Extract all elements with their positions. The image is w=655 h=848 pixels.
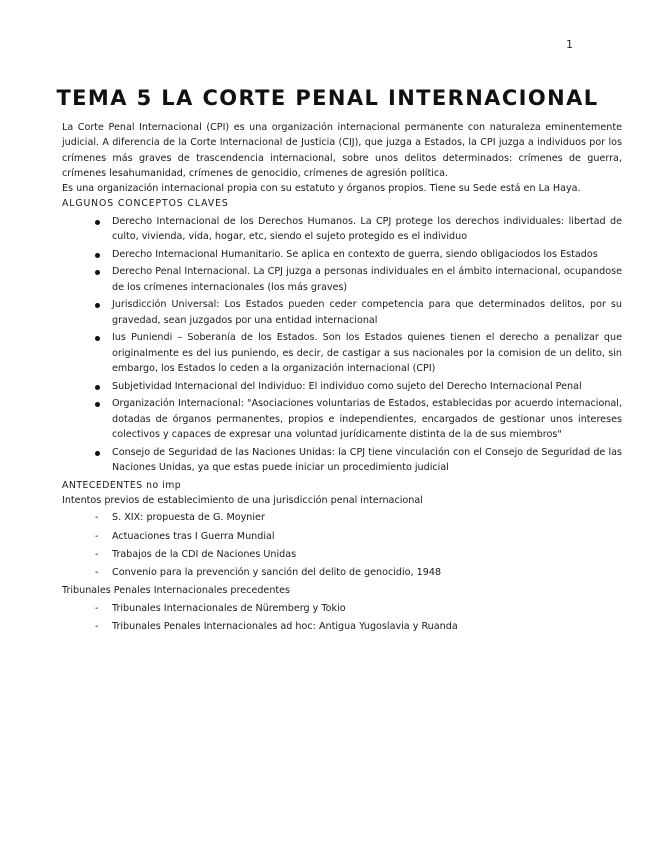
concept-text: Subjetividad Internacional del Individuo: El individuo como sujeto del Derecho Internacional Penal xyxy=(112,380,582,392)
bullet-icon xyxy=(95,220,100,225)
list-item-text: Tribunales Internacionales de Nüremberg y Tokio xyxy=(112,602,346,614)
tribunals-list xyxy=(62,601,622,635)
dash-icon: - xyxy=(95,530,99,542)
bullet-icon xyxy=(95,385,100,390)
list-item-text: Trabajos de la CDI de Naciones Unidas xyxy=(112,548,297,560)
concept-item xyxy=(62,445,622,476)
concept-text: Organización Internacional: "Asociaciones voluntarias de Estados, establecidas por acuerdo internacional, dotadas de órganos permanentes, propios e independientes, encargados de gestionar unos intereses colectivos y capaces de expresar una voluntad jurídicamente distinta de la de sus miembros" xyxy=(112,398,622,440)
concept-text: Derecho Penal Internacional. La CPJ juzga a personas individuales en el ámbito internacional, ocupandose de los crímenes internacionales (los más graves) xyxy=(112,266,622,293)
list-item-text: Convenio para la prevención y sanción del delito de genocidio, 1948 xyxy=(112,567,442,579)
dash-icon: - xyxy=(95,512,99,524)
bullet-icon xyxy=(95,303,100,308)
tribunals-heading: Tribunales Penales Internacionales precedentes xyxy=(62,585,291,597)
concept-text: Consejo de Seguridad de las Naciones Unidas: la CPJ tiene vinculación con el Consejo de Seguridad de las Naciones Unidas, ya que estas puede iniciar un procedimiento judicial xyxy=(112,446,622,473)
list-item-text: S. XIX: propuesta de G. Moynier xyxy=(112,512,265,524)
list-item-text: Tribunales Penales Internacionales ad hoc: Antigua Yugoslavia y Ruanda xyxy=(112,621,458,633)
concepts-list xyxy=(62,214,622,475)
dash-icon: - xyxy=(95,621,99,633)
concepts-heading: ALGUNOS CONCEPTOS CLAVES xyxy=(62,198,229,210)
concept-item xyxy=(62,330,622,376)
list-item xyxy=(62,547,622,562)
list-item-text: Actuaciones tras I Guerra Mundial xyxy=(112,530,275,542)
list-item xyxy=(62,510,622,525)
bullet-icon xyxy=(95,336,100,341)
bullet-icon xyxy=(95,270,100,275)
concept-text: Derecho Internacional de los Derechos Humanos. La CPJ protege los derechos individuales: libertad de culto, vivienda, vida, hogar, etc, siendo el sujeto protegido es el individuo xyxy=(112,215,622,243)
page-title: TEMA 5 LA CORTE PENAL INTERNACIONAL xyxy=(56,86,599,110)
list-item xyxy=(62,601,622,616)
dash-icon: - xyxy=(95,602,99,614)
dash-icon: - xyxy=(95,567,99,579)
page-number: 1 xyxy=(566,38,573,51)
dash-icon: - xyxy=(95,548,99,560)
intro-paragraph: La Corte Penal Internacional (CPI) es una organización internacional permanente con naturaleza eminentemente judicial. A diferencia de la Corte Internacional de Justicia (CIJ), que juzga a Estados, la CPI juzga a individuos por los crímenes más graves de trascendencia internacional, sobre unos delitos determinados: crímenes de guerra, crímenes lesahumanidad, crímenes de genocidio, crímenes de agresión política. xyxy=(62,122,622,179)
list-item xyxy=(62,529,622,544)
concept-text: Jurisdicción Universal: Los Estados pueden ceder competencia para que determinados delitos, por su gravedad, sean juzgados por una entidad internacional xyxy=(112,299,622,326)
bullet-icon xyxy=(95,253,100,258)
concept-item xyxy=(62,379,622,394)
intro-paragraph: Es una organización internacional propia con su estatuto y órganos propios. Tiene su Sede está en La Haya. xyxy=(62,183,581,195)
concept-item xyxy=(62,297,622,328)
list-item xyxy=(62,565,622,580)
antecedentes-heading: ANTECEDENTES no imp xyxy=(62,479,182,491)
concept-item xyxy=(62,214,622,245)
bullet-icon xyxy=(95,451,100,456)
concept-text: Derecho Internacional Humanitario. Se aplica en contexto de guerra, siendo obligaciodos los Estados xyxy=(112,248,598,260)
document-body xyxy=(62,120,622,637)
list-item xyxy=(62,619,622,634)
previous-attempts-heading: Intentos previos de establecimiento de una jurisdicción penal internacional xyxy=(62,494,423,506)
concept-text: Ius Puniendi – Soberanía de los Estados. Son los Estados quienes tienen el derecho a penalizar que originalmente es del ius puniendo, es decir, de castigar a sus nacionales por la comision de un delito, sin embargo, los Estados lo ceden a la organización internacional (CPI) xyxy=(112,332,622,375)
bullet-icon xyxy=(95,402,100,407)
concept-item xyxy=(62,264,622,295)
previous-attempts-list xyxy=(62,510,622,580)
concept-item xyxy=(62,247,622,262)
concept-item xyxy=(62,396,622,442)
